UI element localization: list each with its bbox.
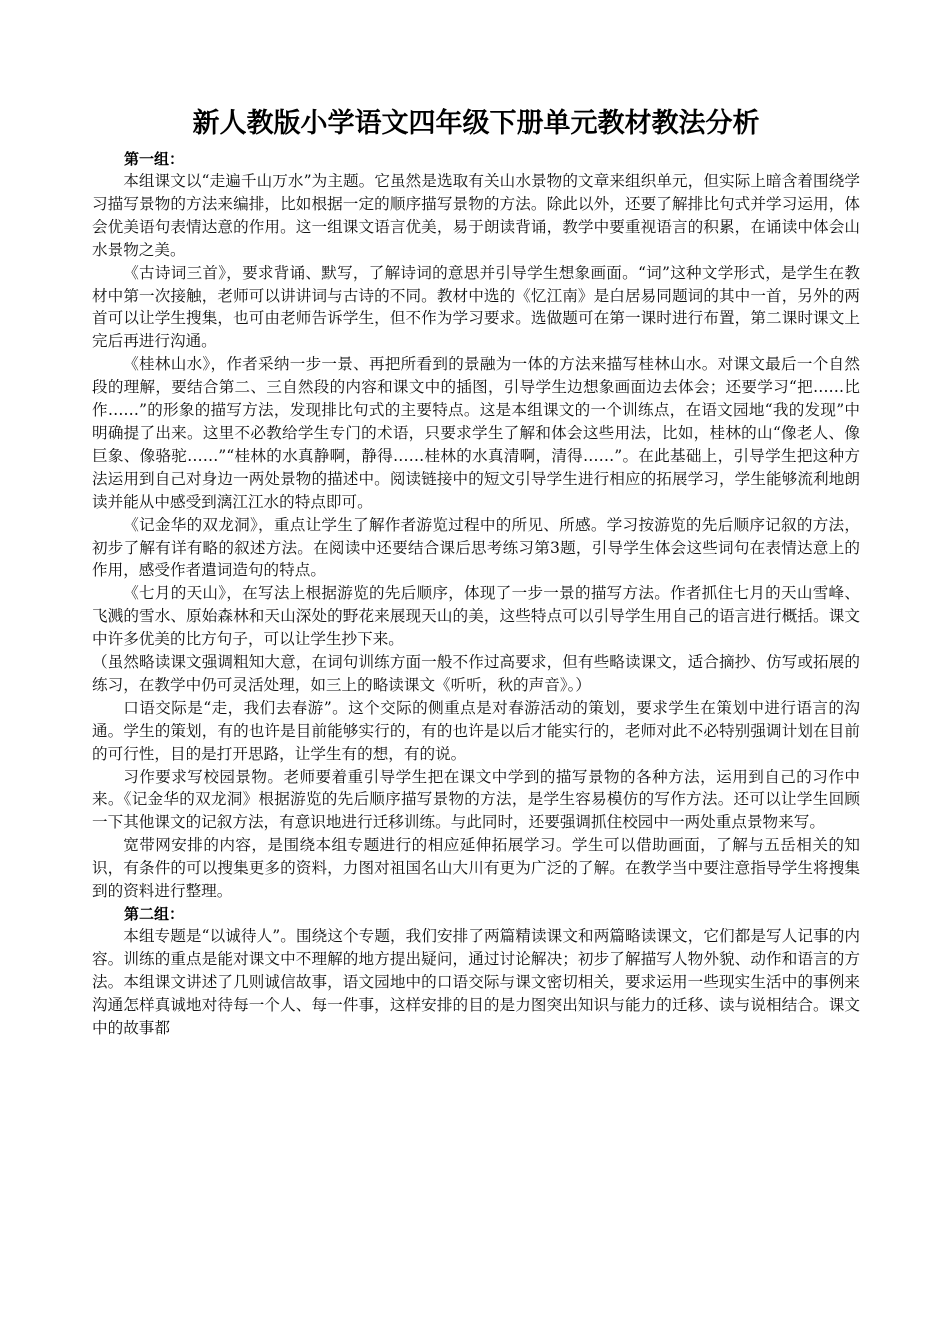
group1-heading: 第一组： (124, 150, 185, 168)
document-title: 新人教版小学语文四年级下册单元教材教法分析 (192, 108, 760, 139)
group1-paragraph-oral: 口语交际是“走，我们去春游”。这个交际的侧重点是对春游活动的策划，要求学生在策划中进行语言的沟通。学生的策划，有的也许是目前能够实行的，有的也许是以后才能实行的，老师对此不必特别强调计划在目前的可行性，目的是打开思路，让学生有的想，有的说。 (92, 698, 860, 763)
group1-paragraph-intro: 本组课文以“走遍千山万水”为主题。它虽然是选取有关山水景物的文章来组织单元，但实际上暗含着围绕学习描写景物的方法来编排，比如根据一定的顺序描写景物的方法。除此以外，还要了解排比句式并学习运用，体会优美语句表情达意的作用。这一组课文语言优美，易于朗读背诵，教学中要重视语言的积累，在诵读中体会山水景物之美。 (92, 172, 860, 259)
group1-note: （虽然略读课文强调粗知大意，在词句训练方面一般不作过高要求，但有些略读课文，适合摘抄、仿写或拓展的练习，在教学中仍可灵活处理，如三上的略读课文《听听，秋的声音》。） (92, 653, 860, 694)
group1-paragraph-poems: 《古诗词三首》，要求背诵、默写，了解诗词的意思并引导学生想象画面。“词”这种文学形式，是学生在教材中第一次接触，老师可以讲讲词与古诗的不同。教材中选的《忆江南》是白居易同题词的其中一首，另外的两首可以让学生搜集，也可由老师告诉学生，但不作为学习要求。选做题可在第一课时进行布置，第二课时课文上完后再进行沟通。 (92, 263, 860, 351)
group2-heading: 第二组： (124, 905, 185, 923)
group1-paragraph-tianshan: 《七月的天山》，在写法上根据游览的先后顺序，体现了一步一景的描写方法。作者抓住七月的天山雪峰、飞溅的雪水、原始森林和天山深处的野花来展现天山的美，这些特点可以引导学生用自己的语言进行概括。课文中许多优美的比方句子，可以让学生抄下来。 (92, 584, 860, 649)
group1-paragraph-shuanglong: 《记金华的双龙洞》，重点让学生了解作者游览过程中的所见、所感。学习按游览的先后顺序记叙的方法，初步了解有详有略的叙述方法。在阅读中还要结合课后思考练习第3题，引导学生体会这些词句在表情达意上的作用，感受作者遣词造句的特点。 (92, 515, 860, 580)
group1-paragraph-writing: 习作要求写校园景物。老师要着重引导学生把在课文中学到的描写景物的各种方法，运用到自己的习作中来。《记金华的双龙洞》根据游览的先后顺序描写景物的方法，是学生容易模仿的写作方法。还可以让学生回顾一下其他课文的记叙方法，有意识地进行迁移训练。与此同时，还要强调抓住校园中一两处重点景物来写。 (92, 767, 860, 832)
group1-paragraph-broadband: 宽带网安排的内容，是围绕本组专题进行的相应延伸拓展学习。学生可以借助画面，了解与五岳相关的知识，有条件的可以搜集更多的资料，力图对祖国名山大川有更为广泛的了解。在教学当中要注意指导学生将搜集到的资料进行整理。 (92, 836, 860, 901)
group2-paragraph-intro: 本组专题是“以诚待人”。围绕这个专题，我们安排了两篇精读课文和两篇略读课文，它们都是写人记事的内容。训练的重点是能对课文中不理解的地方提出疑问，通过讨论解决；初步了解描写人物外貌、动作和语言的方法。本组课文讲述了几则诚信故事，语文园地中的口语交际与课文密切相关，要求运用一些现实生活中的事例来沟通怎样真诚地对待每一个人、每一件事，这样安排的目的是力图突出知识与能力的迁移、读与说相结合。课文中的故事都 (92, 927, 860, 1037)
document-page (92, 104, 860, 1040)
group1-paragraph-guilin: 《桂林山水》，作者采纳一步一景、再把所看到的景融为一体的方法来描写桂林山水。对课文最后一个自然段的理解，要结合第二、三自然段的内容和课文中的插图，引导学生边想象画面边去体会；还要学习“把……比作……”的形象的描写方法，发现排比句式的主要特点。这是本组课文的一个训练点，在语文园地“我的发现”中明确提了出来。这里不必教给学生专门的术语，只要求学生了解和体会这些用法，比如，桂林的山“像老人、像巨象、像骆驼……”“桂林的水真静啊，静得……桂林的水真清啊，清得……”。在此基础上，引导学生把这种方法运用到自己对身边一两处景物的描述中。阅读链接中的短文引导学生进行相应的拓展学习，学生能够流利地朗读并能从中感受到漓江江水的特点即可。 (92, 355, 860, 511)
